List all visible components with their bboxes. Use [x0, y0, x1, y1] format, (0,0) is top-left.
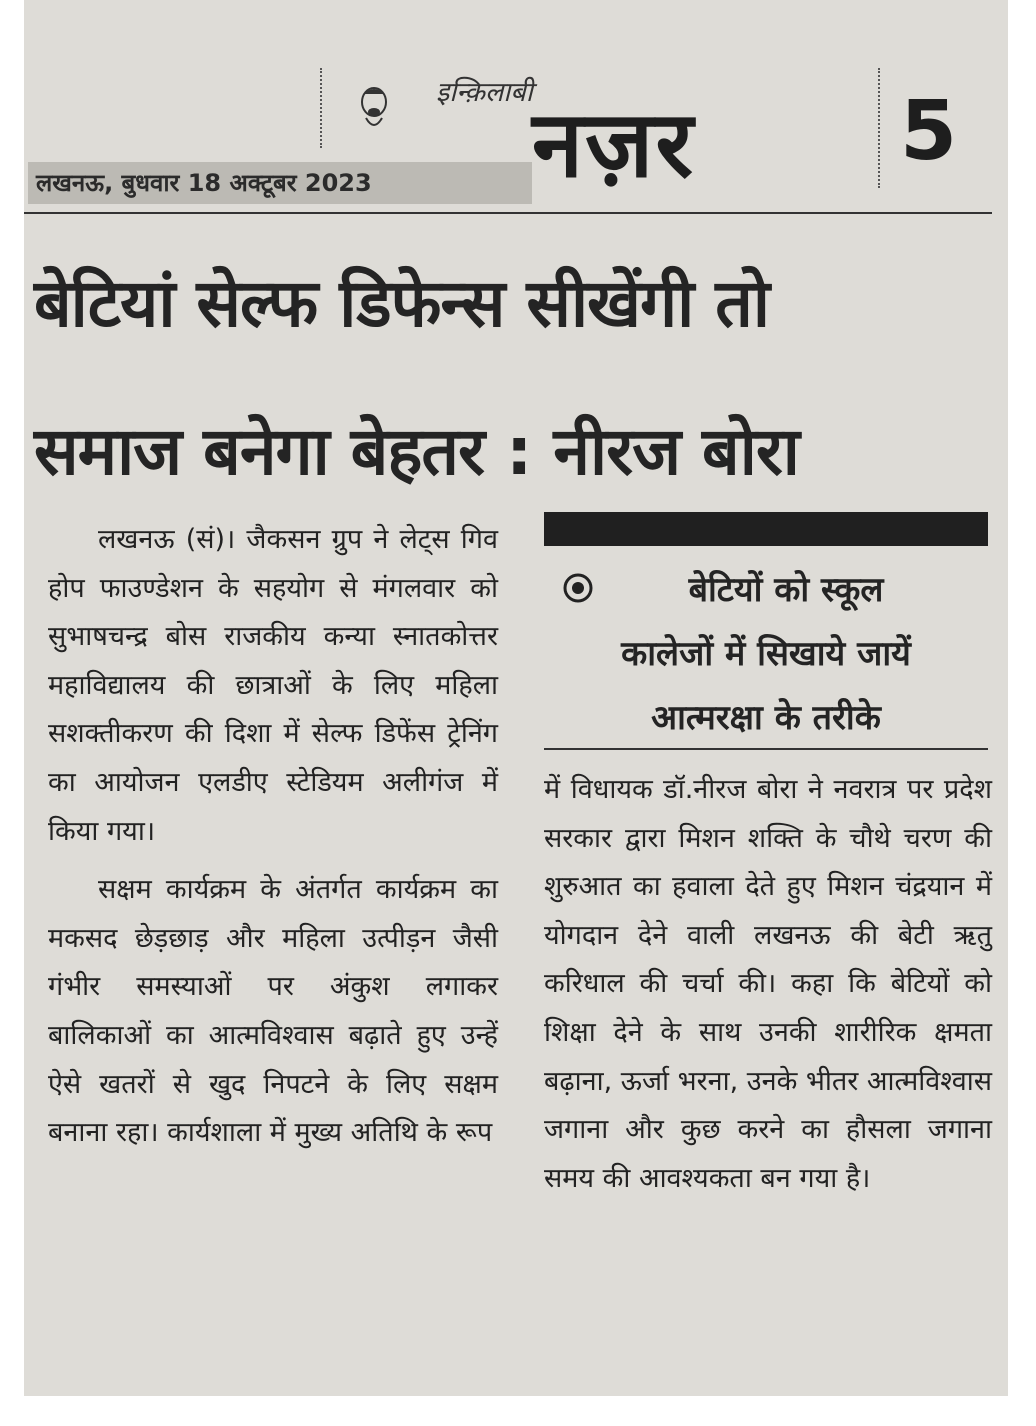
headline-line-2: समाज बनेगा बेहतर : नीरज बोरा	[34, 413, 799, 490]
masthead-divider-right	[878, 68, 880, 188]
subhead-bar	[544, 512, 988, 546]
page-number: 5	[900, 84, 958, 179]
masthead-small-title: इन्क़िलाबी	[436, 77, 533, 108]
masthead	[24, 0, 1008, 220]
masthead-divider-left	[320, 68, 322, 148]
subhead-line-3: आत्मरक्षा के तरीके	[651, 698, 881, 738]
masthead-rule	[24, 212, 992, 214]
subhead-line-2: कालेजों में सिखाये जायें	[621, 634, 911, 674]
headline	[34, 230, 998, 526]
article-paragraph-3: में विधायक डॉ.नीरज बोरा ने नवरात्र पर प्रदेश सरकार द्वारा मिशन शक्ति के चौथे चरण की शुरुआत का हवाला देते हुए मिशन चंद्रयान में योगदान देने वाली लखनऊ की बेटी ऋतु करिधाल की चर्चा की। कहा कि बेटियों को शिक्षा देने के साथ उनकी शारीरिक क्षमता बढ़ाना, ऊर्जा भरना, उनके भीतर आत्मविश्वास जगाना और कुछ करने का हौसला जगाना समय की आवश्यकता बन गया है।	[544, 774, 992, 1194]
subhead-line-1: बेटियों को स्कूल	[688, 570, 884, 610]
headline-line-1: बेटियां सेल्फ डिफेन्स सीखेंगी तो	[34, 265, 769, 342]
face-emblem-icon	[356, 84, 392, 136]
article-paragraph-1: लखनऊ (सं)। जैकसन ग्रुप ने लेट्स गिव होप फाउण्डेशन के सहयोग से मंगलवार को सुभाषचन्द्र बोस राजकीय कन्या स्नातकोत्तर महाविद्यालय की छात्राओं के लिए महिला सशक्तीकरण की दिशा में सेल्फ डिफेंस ट्रेनिंग का आयोजन एलडीए स्टेडियम अलीगंज में किया गया।	[48, 524, 498, 847]
subhead-rule	[544, 748, 988, 750]
subhead	[544, 558, 988, 750]
article-column-left	[48, 516, 498, 1158]
dateline: लखनऊ, बुधवार 18 अक्टूबर 2023	[28, 162, 532, 204]
masthead-big-title: नज़र	[532, 91, 695, 198]
article-paragraph-2: सक्षम कार्यक्रम के अंतर्गत कार्यक्रम का मकसद छेड़छाड़ और महिला उत्पीड़न जैसी गंभीर समस्याओं पर अंकुश लगाकर बालिकाओं का आत्मविश्वास बढ़ाते हुए उन्हें ऐसे खतरों से खुद निपटने के लिए सक्षम बनाना रहा। कार्यशाला में मुख्य अतिथि के रूप	[48, 874, 498, 1149]
article-column-right	[544, 766, 992, 1203]
newspaper-clipping	[24, 0, 1008, 1396]
